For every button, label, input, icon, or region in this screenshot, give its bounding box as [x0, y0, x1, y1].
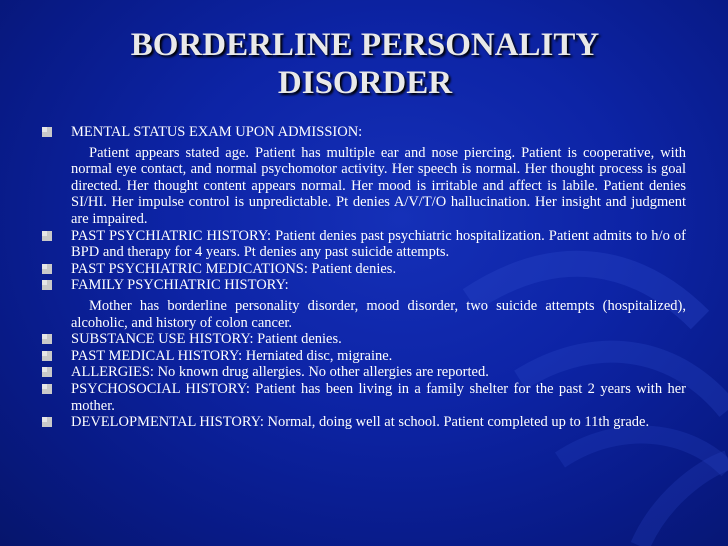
- slide-title: BORDERLINE PERSONALITY DISORDER: [130, 27, 600, 101]
- list-item: [38, 124, 686, 228]
- bullet-list: [38, 124, 686, 431]
- list-item: [38, 261, 686, 278]
- item-detail: Mother has borderline personality disorder, mood disorder, two suicide attempts (hospitalized), alcoholic, and history of colon cancer.: [71, 297, 686, 331]
- square-bullet-icon: [42, 127, 52, 137]
- square-bullet-icon: [42, 334, 52, 344]
- item-heading: MENTAL STATUS EXAM UPON ADMISSION:: [71, 124, 363, 140]
- list-item: [38, 348, 686, 365]
- square-bullet-icon: [42, 280, 52, 290]
- item-heading: DEVELOPMENTAL HISTORY: Normal, doing well at school. Patient completed up to 11th grade.: [71, 414, 650, 431]
- square-bullet-icon: [42, 417, 52, 427]
- square-bullet-icon: [42, 264, 52, 274]
- item-detail: Patient appears stated age. Patient has multiple ear and nose piercing. Patient is cooperative, with normal eye contact, and normal psychomotor activity. Her speech is normal. Her thought process is goal directed. Her thought content appears normal. Her mood is irritable and affect is labile. Patient denies SI/HI. Her impulse control is unpredictable. Pt denies A/V/T/O hallucination. Her insight and judgment are impaired.: [71, 144, 686, 227]
- item-heading: PAST PSYCHIATRIC HISTORY: Patient denies past psychiatric hospitalization. Patient admits to h/o of BPD and therapy for 4 years. Pt denies any past suicide attempts.: [71, 227, 686, 261]
- item-heading: PAST MEDICAL HISTORY: Herniated disc, migraine.: [71, 347, 393, 364]
- list-item: [38, 381, 686, 414]
- list-item: [38, 364, 686, 381]
- item-heading: SUBSTANCE USE HISTORY: Patient denies.: [71, 331, 342, 348]
- item-heading: FAMILY PSYCHIATRIC HISTORY:: [71, 277, 289, 294]
- square-bullet-icon: [42, 384, 52, 394]
- square-bullet-icon: [42, 367, 52, 377]
- square-bullet-icon: [42, 351, 52, 361]
- item-heading: PAST PSYCHIATRIC MEDICATIONS: Patient denies.: [71, 260, 397, 277]
- list-item: [38, 228, 686, 261]
- item-heading: PSYCHOSOCIAL HISTORY: Patient has been living in a family shelter for the past 2 years with her mother.: [71, 380, 686, 414]
- square-bullet-icon: [42, 231, 52, 241]
- list-item: [38, 414, 686, 431]
- list-item: [38, 331, 686, 348]
- list-item: [38, 277, 686, 331]
- item-heading: ALLERGIES: No known drug allergies. No other allergies are reported.: [71, 364, 489, 381]
